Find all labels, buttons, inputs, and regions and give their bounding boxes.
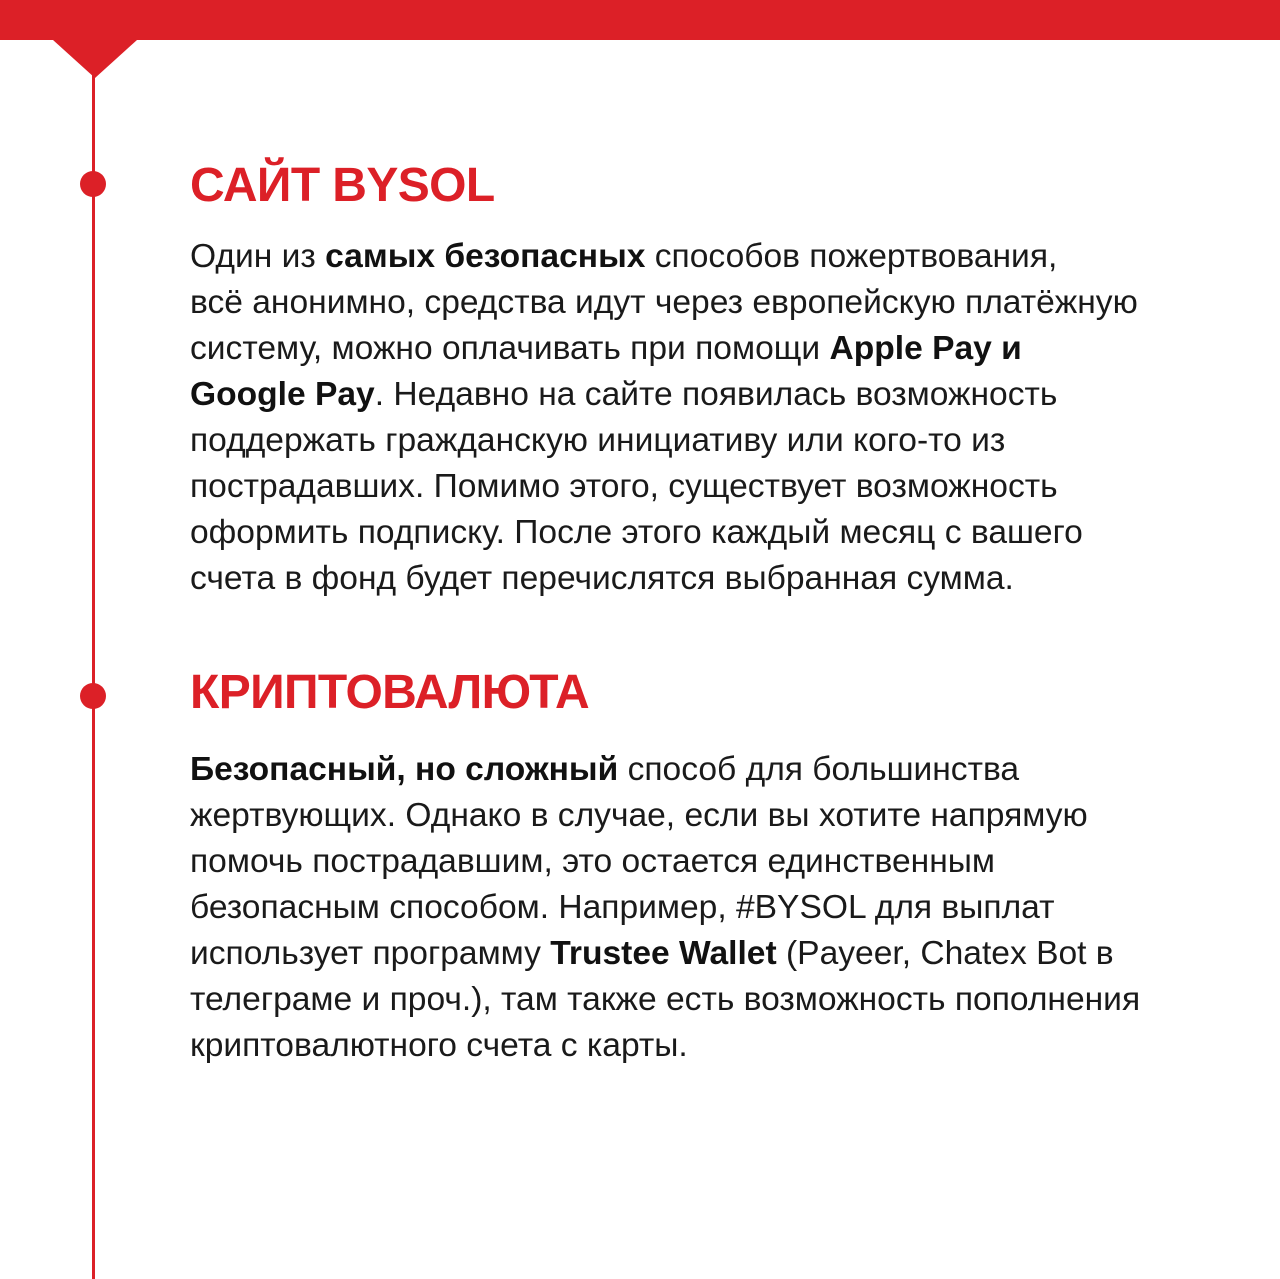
paragraph-line — [190, 326, 1220, 372]
paragraph-line — [190, 280, 1220, 326]
plain-text: счета в фонд будет перечислятся выбранная сумма. — [190, 560, 1014, 597]
paragraph-line — [190, 418, 1220, 464]
paragraph-line — [190, 885, 1220, 931]
plain-text: пострадавших. Помимо этого, существует возможность — [190, 468, 1058, 505]
paragraph-line — [190, 747, 1220, 793]
timeline-dot-crypto — [80, 683, 106, 709]
paragraph-line — [190, 931, 1220, 977]
emphasis-text: Google Pay — [190, 376, 375, 413]
plain-text: оформить подписку. После этого каждый месяц с вашего — [190, 514, 1083, 551]
paragraph-line — [190, 464, 1220, 510]
plain-text: жертвующих. Однако в случае, если вы хотите напрямую — [190, 797, 1088, 834]
paragraph-line — [190, 372, 1220, 418]
section-body-bysol — [190, 234, 1220, 602]
paragraph-line — [190, 839, 1220, 885]
timeline-dot-bysol — [80, 171, 106, 197]
timeline-line — [92, 70, 95, 1279]
plain-text: Один из — [190, 238, 326, 275]
plain-text: поддержать гражданскую инициативу или кого-то из — [190, 422, 1006, 459]
paragraph-line — [190, 1023, 1220, 1069]
plain-text: помочь пострадавшим, это остается единственным — [190, 843, 995, 880]
emphasis-text: Безопасный, но сложный — [190, 751, 619, 788]
plain-text: всё анонимно, средства идут через европейскую платёжную — [190, 284, 1138, 321]
plain-text: криптовалютного счета с карты. — [190, 1027, 688, 1064]
plain-text: (Payeer, Chatex Bot в — [776, 935, 1114, 972]
plain-text: безопасным способом. Например, #BYSOL для выплат — [190, 889, 1055, 926]
section-body-crypto — [190, 747, 1220, 1069]
emphasis-text: Trustee Wallet — [550, 935, 777, 972]
paragraph-line — [190, 510, 1220, 556]
plain-text: телеграме и проч.), там также есть возможность пополнения — [190, 981, 1141, 1018]
top-accent-bar — [0, 0, 1280, 40]
section-heading-crypto: КРИПТОВАЛЮТА — [190, 666, 590, 719]
section-heading-bysol: САЙТ BYSOL — [190, 159, 495, 212]
emphasis-text: Apple Pay и — [829, 330, 1022, 367]
plain-text: способов пожертвования, — [645, 238, 1058, 275]
plain-text: . Недавно на сайте появилась возможность — [374, 376, 1058, 413]
plain-text: способ для большинства — [618, 751, 1020, 788]
paragraph-line — [190, 556, 1220, 602]
plain-text: систему, можно оплачивать при помощи — [190, 330, 830, 367]
top-notch-triangle — [53, 40, 137, 78]
paragraph-line — [190, 793, 1220, 839]
emphasis-text: самых безопасных — [325, 238, 646, 275]
paragraph-line — [190, 977, 1220, 1023]
plain-text: использует программу — [190, 935, 551, 972]
paragraph-line — [190, 234, 1220, 280]
